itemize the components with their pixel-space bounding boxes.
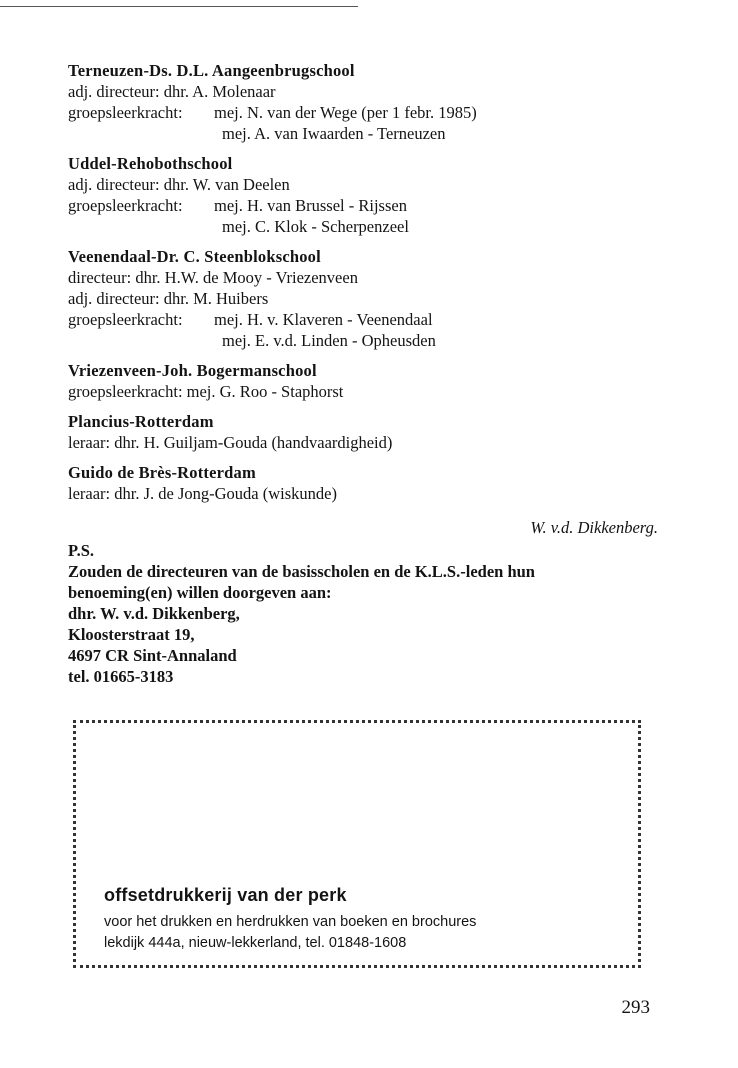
document-body bbox=[68, 60, 658, 687]
staff-name: mej. A. van Iwaarden - Terneuzen bbox=[222, 124, 446, 143]
staff-name: mej. N. van der Wege (per 1 febr. 1985) bbox=[214, 103, 477, 122]
staff-line: directeur: dhr. H.W. de Mooy - Vriezenveen bbox=[68, 268, 358, 287]
advertisement-text bbox=[104, 885, 476, 954]
staff-line bbox=[68, 195, 658, 216]
signature: W. v.d. Dikkenberg. bbox=[530, 518, 658, 537]
school-entry bbox=[68, 462, 658, 504]
postscript-line: dhr. W. v.d. Dikkenberg, bbox=[68, 604, 240, 623]
staff-line bbox=[68, 330, 658, 351]
staff-line bbox=[68, 309, 658, 330]
school-name: Plancius-Rotterdam bbox=[68, 412, 214, 431]
postscript-heading: P.S. bbox=[68, 541, 94, 560]
staff-line: leraar: dhr. J. de Jong-Gouda (wiskunde) bbox=[68, 484, 337, 503]
staff-line: leraar: dhr. H. Guiljam-Gouda (handvaardigheid) bbox=[68, 433, 393, 452]
staff-line: adj. directeur: dhr. M. Huibers bbox=[68, 289, 269, 308]
advertisement-address: lekdijk 444a, nieuw-lekkerland, tel. 01848-1608 bbox=[104, 935, 407, 951]
school-name: Veenendaal-Dr. C. Steenblokschool bbox=[68, 247, 321, 266]
school-entry bbox=[68, 153, 658, 237]
school-entry bbox=[68, 360, 658, 402]
staff-role-label: groepsleerkracht: bbox=[68, 103, 183, 122]
staff-role-label: groepsleerkracht: bbox=[68, 310, 183, 329]
school-entry bbox=[68, 60, 658, 144]
staff-line bbox=[68, 216, 658, 237]
top-rule bbox=[0, 6, 358, 7]
advertisement-box bbox=[73, 720, 641, 968]
postscript-line: 4697 CR Sint-Annaland bbox=[68, 646, 237, 665]
staff-line: groepsleerkracht: mej. G. Roo - Staphorst bbox=[68, 382, 344, 401]
postscript-line: Kloosterstraat 19, bbox=[68, 625, 195, 644]
postscript bbox=[68, 540, 658, 687]
staff-line: adj. directeur: dhr. W. van Deelen bbox=[68, 175, 290, 194]
staff-name: mej. H. van Brussel - Rijssen bbox=[214, 196, 407, 215]
staff-line: adj. directeur: dhr. A. Molenaar bbox=[68, 82, 276, 101]
staff-line bbox=[68, 102, 658, 123]
school-name: Terneuzen-Ds. D.L. Aangeenbrugschool bbox=[68, 61, 355, 80]
postscript-line: Zouden de directeuren van de basisscholen en de K.L.S.-leden hun bbox=[68, 562, 535, 581]
staff-name: mej. E. v.d. Linden - Opheusden bbox=[222, 331, 436, 350]
school-name: Vriezenveen-Joh. Bogermanschool bbox=[68, 361, 317, 380]
postscript-line: tel. 01665-3183 bbox=[68, 667, 174, 686]
staff-role-label: groepsleerkracht: bbox=[68, 196, 183, 215]
page-number: 293 bbox=[621, 997, 650, 1018]
staff-name: mej. H. v. Klaveren - Veenendaal bbox=[214, 310, 433, 329]
staff-name: mej. C. Klok - Scherpenzeel bbox=[222, 217, 409, 236]
advertisement-title: offsetdrukkerij van der perk bbox=[104, 885, 347, 905]
school-name: Guido de Brès-Rotterdam bbox=[68, 463, 256, 482]
school-name: Uddel-Rehobothschool bbox=[68, 154, 233, 173]
school-entry bbox=[68, 246, 658, 351]
staff-line bbox=[68, 123, 658, 144]
school-entry bbox=[68, 411, 658, 453]
postscript-line: benoeming(en) willen doorgeven aan: bbox=[68, 583, 332, 602]
advertisement-line: voor het drukken en herdrukken van boeken en brochures bbox=[104, 914, 477, 930]
